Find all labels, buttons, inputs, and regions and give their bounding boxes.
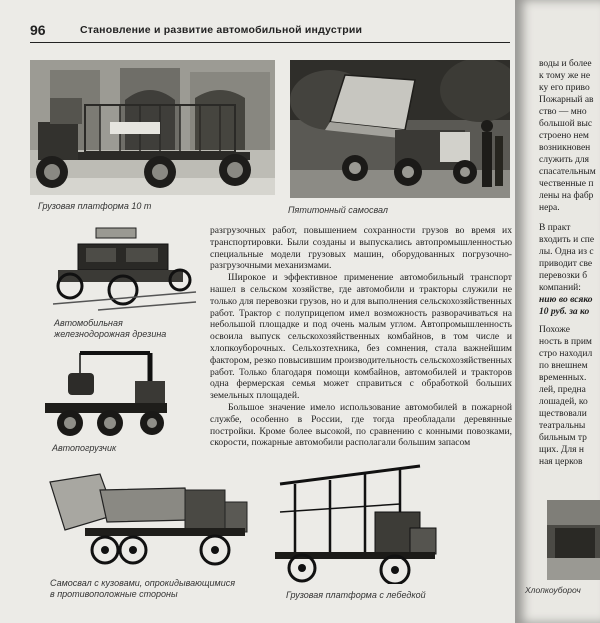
right-line: ность в прим: [539, 337, 592, 347]
right-line: приводит све: [539, 259, 593, 269]
caption-cargo-platform: Грузовая платформа 10 т: [38, 201, 152, 211]
right-line: к тому же не: [539, 71, 591, 81]
right-line: ная церков: [539, 457, 583, 467]
right-line-bold: 10 руб. за ко: [539, 307, 590, 317]
right-line: Пожарный ав: [539, 95, 594, 105]
drawing-autoloader: [40, 345, 172, 440]
right-line: театральны: [539, 421, 586, 431]
right-line: лены на фабр: [539, 191, 594, 201]
right-page: [515, 0, 600, 623]
drawing-platform-winch: [270, 462, 440, 584]
body-text: [210, 225, 512, 449]
right-line: входить и спе: [539, 235, 595, 245]
right-line: перевозки б: [539, 271, 588, 281]
paragraph-1: разгрузочных работ, повышением сохранности грузов во время их транспортировки. Были созданы и выпускались автопромышленностью специальные модели грузовых машин, оборудованных погрузочно-разгрузочными механизмами.: [210, 225, 512, 272]
photo-cargo-platform: [30, 60, 275, 195]
right-line: ство — мно: [539, 107, 587, 117]
right-line: лы. Одна из с: [539, 247, 594, 257]
page-header: [30, 20, 510, 43]
right-line: временных.: [539, 373, 587, 383]
right-line: большой выс: [539, 119, 593, 129]
caption-autoloader: Автопогрузчик: [52, 443, 117, 453]
right-line: воды и более: [539, 59, 592, 69]
right-line: ку его приво: [539, 83, 590, 93]
right-line: нера.: [539, 203, 560, 213]
photo-dump-truck: [290, 60, 510, 198]
caption-dump-truck: Пятитонный самосвал: [288, 205, 388, 215]
caption-rail-trolley: [54, 318, 166, 340]
right-line: строено нем: [539, 131, 589, 141]
right-line: щих. Для н: [539, 445, 584, 455]
right-line: спасательным: [539, 167, 596, 177]
paragraph-2: Широкое и эффективное применение автомобильный транспорт нашел в сельском хозяйстве, где автомобили и тракторы служили не только для перевозки грузов, но и для выполнения сельскохозяйственных работ. Трактор с полуприцепом имел возможность разворачиваться на небольшой площадке и под очень малым углом. Автопромышленность освоила выпуск сельскохозяйственных комбайнов, в том числе и хлопкоуборочных. Сельхозтехника, без сомнения, стала важнейшим фактором, резко повысившим производительность сельскохозяйственных работ. Только благодаря помощи комбайнов, автомобилей и тракторов одна фермерская семья может справиться с обработкой больших земельных площадей.: [210, 272, 513, 402]
right-line: служить для: [539, 155, 590, 165]
right-line: Похоже: [539, 325, 570, 335]
running-title: Становление и развитие автомобильной индустрии: [80, 24, 363, 36]
caption-dump-opposite: [50, 578, 235, 600]
caption-dump-opposite-line2: в противоположные стороны: [50, 589, 178, 599]
page-number: 96: [30, 22, 46, 38]
right-line: компаний:: [539, 283, 581, 293]
right-line: бильным тр: [539, 433, 587, 443]
paragraph-3: Большое значение имело использование автомобилей в пожарной службе, особенно в России, где тогда преобладали деревянные постройки. Кроме более высокой, по сравнению с конными повозками, скорости, пожарные автомобили располагали большим запасом: [210, 401, 512, 449]
right-line: лошадей, ко: [539, 397, 588, 407]
caption-rail-trolley-line2: железнодорожная дрезина: [54, 329, 167, 339]
right-line: возникновен: [539, 143, 591, 153]
right-line-bold: нию во всяко: [539, 295, 593, 305]
caption-platform-winch: Грузовая платформа с лебедкой: [286, 590, 426, 600]
right-line: В практ: [539, 223, 571, 233]
caption-rail-trolley-line1: Автомобильная: [54, 318, 123, 328]
photo-cotton-harvester: [547, 500, 600, 580]
right-line: ществовали: [539, 409, 587, 419]
caption-dump-opposite-line1: Самосвал с кузовами, опрокидывающимися: [50, 578, 236, 588]
drawing-dump-opposite: [45, 470, 250, 570]
drawing-rail-trolley: [48, 222, 198, 314]
right-line: по внешнем: [539, 361, 588, 371]
caption-cotton-harvester: Хлопкоубороч: [525, 585, 581, 595]
right-line: лей, предна: [539, 385, 586, 395]
right-line: стро находил: [539, 349, 593, 359]
right-line: чественные п: [539, 179, 594, 189]
